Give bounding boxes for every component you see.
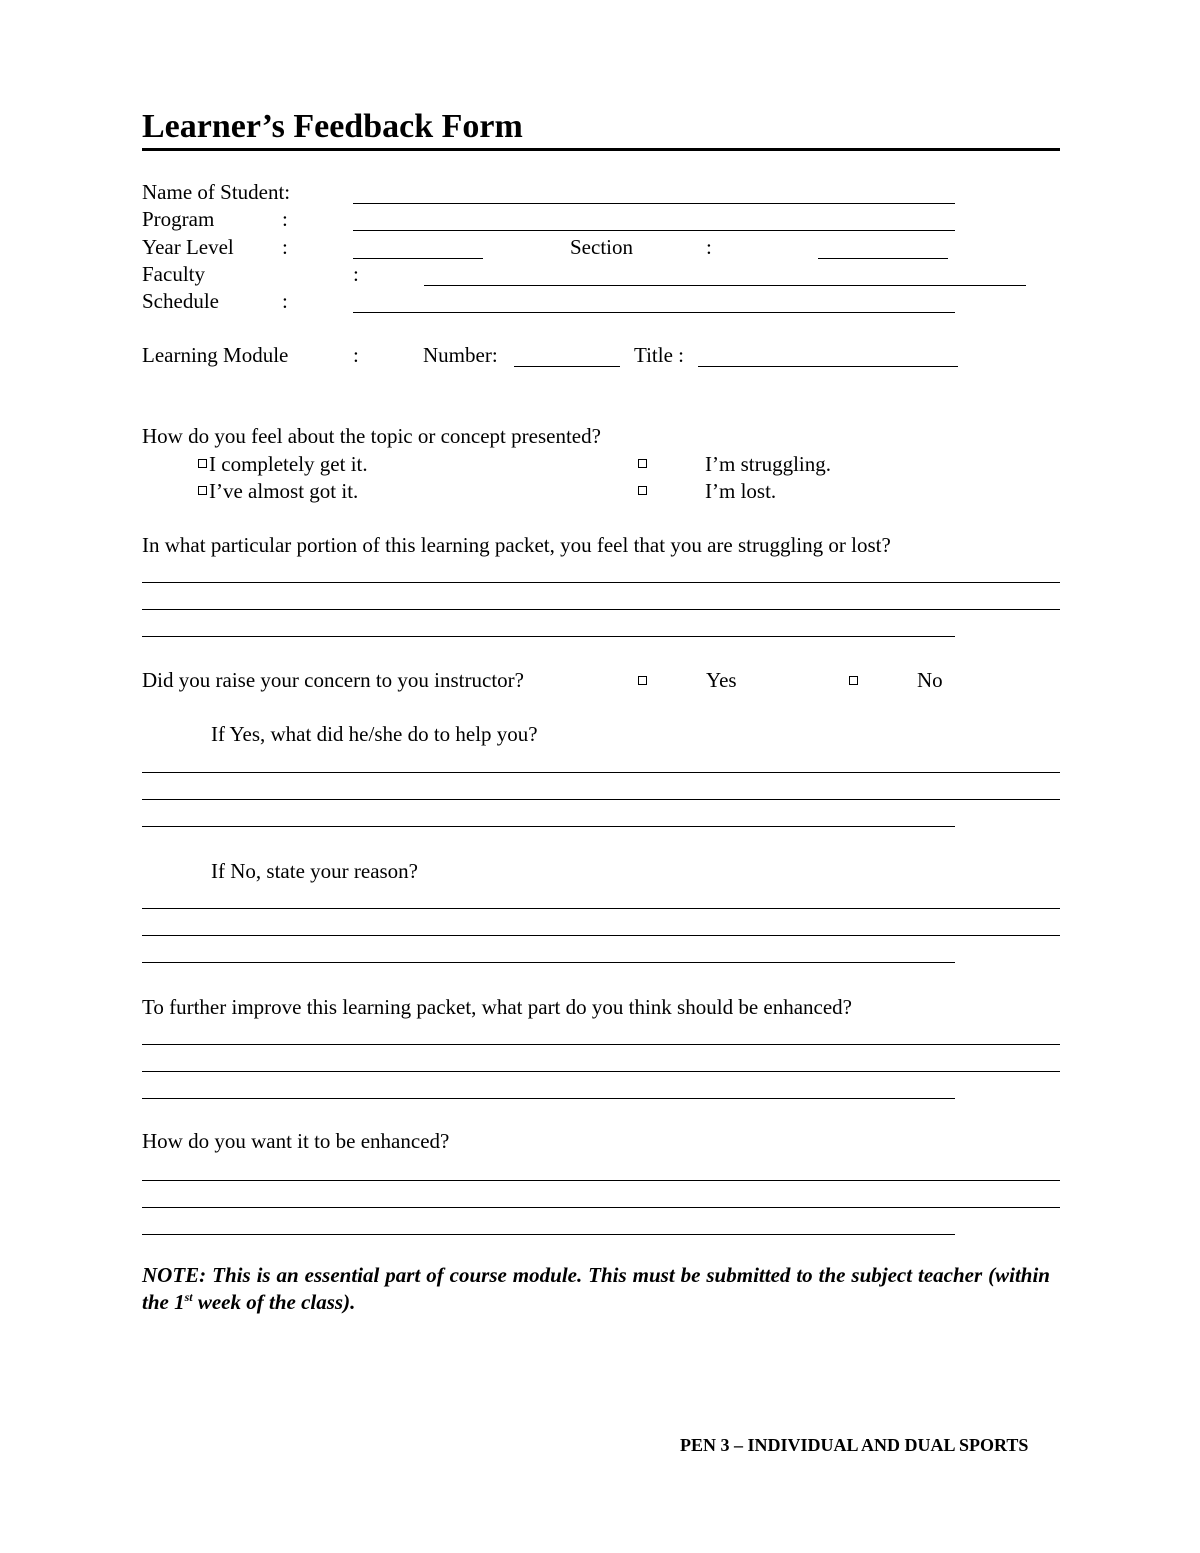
q5-answer-line[interactable] xyxy=(142,1207,1060,1208)
year-level-colon: : xyxy=(282,235,288,259)
if-yes-question: If Yes, what did he/she do to help you? xyxy=(211,722,538,746)
section-colon: : xyxy=(706,235,712,259)
year-level-label: Year Level xyxy=(142,235,234,259)
name-field[interactable] xyxy=(353,203,955,204)
if-yes-answer-line[interactable] xyxy=(142,799,1060,800)
name-label: Name of Student: xyxy=(142,180,291,204)
faculty-label: Faculty xyxy=(142,262,205,286)
if-no-question: If No, state your reason? xyxy=(211,859,419,883)
if-no-answer-line[interactable] xyxy=(142,935,1060,936)
checkbox-no[interactable] xyxy=(849,676,858,685)
note-text-end: week of the class). xyxy=(192,1290,356,1314)
program-field[interactable] xyxy=(353,230,955,231)
checkbox-completely-get-it[interactable] xyxy=(198,459,207,468)
module-title-label: Title : xyxy=(634,343,684,367)
page-footer: PEN 3 – INDIVIDUAL AND DUAL SPORTS xyxy=(680,1435,1029,1455)
module-title-field[interactable] xyxy=(698,366,958,367)
q4-answer-line[interactable] xyxy=(142,1098,955,1099)
note-superscript: st xyxy=(184,1290,193,1304)
form-title: Learner’s Feedback Form xyxy=(142,108,523,145)
checkbox-yes[interactable] xyxy=(638,676,647,685)
if-yes-answer-line[interactable] xyxy=(142,826,955,827)
if-yes-answer-line[interactable] xyxy=(142,772,1060,773)
submission-note xyxy=(142,1262,1050,1316)
module-colon: : xyxy=(353,343,359,367)
q2-answer-line[interactable] xyxy=(142,609,1060,610)
yes-label: Yes xyxy=(706,668,737,692)
faculty-field[interactable] xyxy=(424,285,1026,286)
checkbox-almost-got-it[interactable] xyxy=(198,486,207,495)
q5-answer-line[interactable] xyxy=(142,1180,1060,1181)
number-label: Number: xyxy=(423,343,498,367)
q4-question: To further improve this learning packet, what part do you think should be enhanced? xyxy=(142,995,852,1019)
option-struggling: I’m struggling. xyxy=(705,452,831,476)
schedule-field[interactable] xyxy=(353,312,955,313)
if-no-answer-line[interactable] xyxy=(142,908,1060,909)
q1-question: How do you feel about the topic or concept presented? xyxy=(142,424,601,448)
module-number-field[interactable] xyxy=(514,366,620,367)
year-level-field[interactable] xyxy=(353,258,483,259)
option-almost-got-it: I’ve almost got it. xyxy=(209,479,359,503)
option-lost: I’m lost. xyxy=(705,479,777,503)
q2-question: In what particular portion of this learning packet, you feel that you are struggling or lost? xyxy=(142,533,891,557)
checkbox-struggling[interactable] xyxy=(638,459,647,468)
program-colon: : xyxy=(282,207,288,231)
checkbox-lost[interactable] xyxy=(638,486,647,495)
q3-question: Did you raise your concern to you instructor? xyxy=(142,668,524,692)
title-divider xyxy=(142,148,1060,151)
if-no-answer-line[interactable] xyxy=(142,962,955,963)
q5-question: How do you want it to be enhanced? xyxy=(142,1129,450,1153)
q4-answer-line[interactable] xyxy=(142,1071,1060,1072)
q2-answer-line[interactable] xyxy=(142,582,1060,583)
schedule-label: Schedule xyxy=(142,289,219,313)
option-completely-get-it: I completely get it. xyxy=(209,452,368,476)
q2-answer-line[interactable] xyxy=(142,636,955,637)
schedule-colon: : xyxy=(282,289,288,313)
no-label: No xyxy=(917,668,943,692)
module-label: Learning Module xyxy=(142,343,289,367)
faculty-colon: : xyxy=(353,262,359,286)
note-text: NOTE: This is an essential part of course module. This must be submitted to the subject teacher (within the 1 xyxy=(142,1263,1050,1314)
program-label: Program xyxy=(142,207,215,231)
section-field[interactable] xyxy=(818,258,948,259)
section-label: Section xyxy=(570,235,633,259)
q4-answer-line[interactable] xyxy=(142,1044,1060,1045)
q5-answer-line[interactable] xyxy=(142,1234,955,1235)
